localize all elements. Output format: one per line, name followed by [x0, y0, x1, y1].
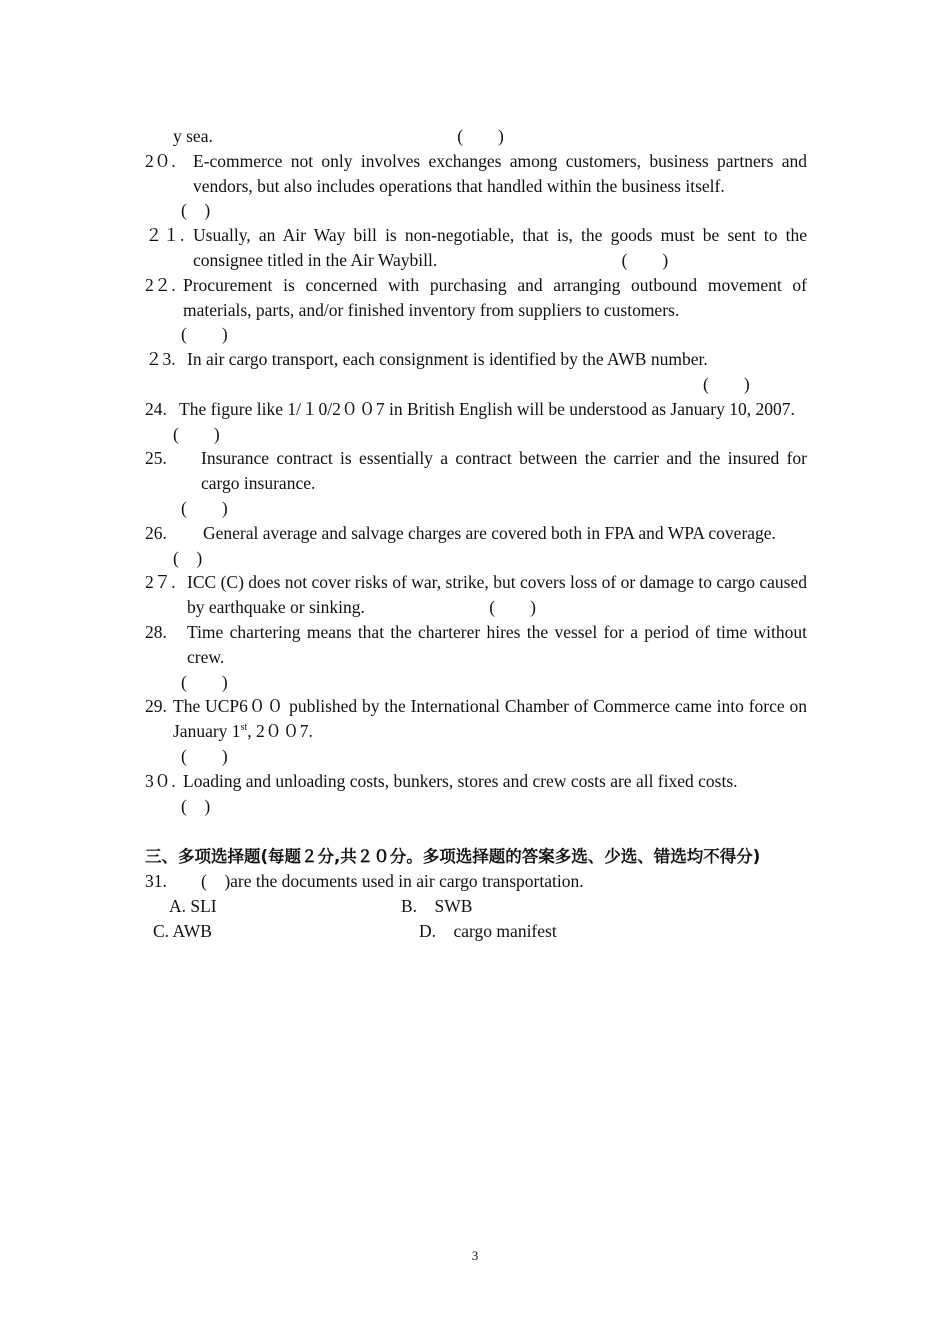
answer-bracket: ( ) [181, 497, 228, 518]
question-20 [145, 149, 807, 223]
question-text: Loading and unloading costs, bunkers, stores and crew costs are all fixed costs. [183, 770, 738, 791]
question-number: 25. [145, 448, 167, 469]
question-text: Insurance contract is essentially a contract between the carrier and the insured for cargo insurance. [201, 448, 807, 494]
question-text: In air cargo transport, each consignment is identified by the AWB number. [187, 349, 708, 370]
answer-bracket: ( ) [173, 423, 220, 444]
question-text: E-commerce not only involves exchanges among customers, business partners and vendors, but also includes operations that handled within the business itself. [193, 150, 807, 196]
question-number: 28. [145, 621, 167, 642]
question-27 [145, 570, 807, 620]
carry-over-text: y sea. [173, 126, 213, 146]
question-number: 31. [145, 871, 167, 892]
answer-bracket: ( ) [181, 200, 211, 221]
question-number: 24. [145, 398, 167, 419]
section-title: 三、多项选择题(每题２分,共２０分。多项选择题的答案多选、少选、错选均不得分) [145, 847, 761, 867]
answer-bracket: ( ) [703, 373, 750, 394]
question-text: The UCP6００ published by the International Chamber of Commerce came into force on January 1 [173, 696, 807, 742]
question-30 [145, 769, 807, 819]
question-31 [145, 869, 807, 894]
question-text: Procurement is concerned with purchasing and arranging outbound movement of materials, parts, and/or finished inventory from suppliers to customers. [183, 274, 807, 320]
answer-bracket: ( ) [181, 795, 211, 816]
answer-bracket: ( ) [457, 126, 504, 146]
question-text: Time chartering means that the charterer hires the vessel for a period of time without crew. [187, 621, 807, 667]
question-24 [145, 397, 807, 447]
answer-bracket: ( ) [181, 671, 228, 692]
answer-bracket: ( ) [181, 745, 228, 766]
option-d: D. cargo manifest [419, 920, 557, 941]
answer-bracket: ( ) [173, 547, 203, 568]
question-22 [145, 273, 807, 347]
question-23 [145, 347, 807, 397]
answer-bracket: ( ) [181, 324, 228, 345]
question-28 [145, 620, 807, 694]
page-number: 3 [471, 1248, 479, 1263]
answer-bracket: ( ) [489, 597, 536, 618]
question-number: 2０. [145, 150, 176, 171]
question-number: 2２. [145, 274, 176, 295]
question-29 [145, 694, 807, 768]
question-number: ２１. [145, 225, 185, 246]
option-b: B. SWB [401, 896, 473, 917]
carry-over-line [145, 124, 807, 149]
ordinal-suffix: st [240, 722, 248, 734]
question-text: ICC (C) does not cover risks of war, strike, but covers loss of or damage to cargo caused by earthquake or sinking. [187, 572, 807, 618]
question-21 [145, 223, 807, 273]
option-a: A. SLI [169, 896, 217, 917]
question-text: The figure like 1/１0/2００7 in British English will be understood as January 10, 2007. [179, 398, 795, 419]
answer-bracket: ( ) [621, 249, 669, 270]
question-number: 2７. [145, 572, 176, 593]
question-25 [145, 446, 807, 520]
question-number: 29. [145, 696, 167, 717]
page-content [145, 124, 807, 944]
question-number: 26. [145, 522, 167, 543]
question-text-end: , 2００7. [247, 721, 313, 742]
question-text: Usually, an Air Way bill is non-negotiable, that is, the goods must be sent to the consignee titled in the Air Waybill. [193, 225, 807, 270]
question-number: ２3. [145, 349, 176, 370]
option-c: C. AWB [153, 920, 212, 941]
question-text: General average and salvage charges are covered both in FPA and WPA coverage. [203, 522, 776, 543]
question-number: 3０. [145, 770, 176, 791]
options-grid [145, 894, 807, 944]
question-text: ( )are the documents used in air cargo transportation. [201, 871, 584, 892]
question-26 [145, 521, 807, 571]
